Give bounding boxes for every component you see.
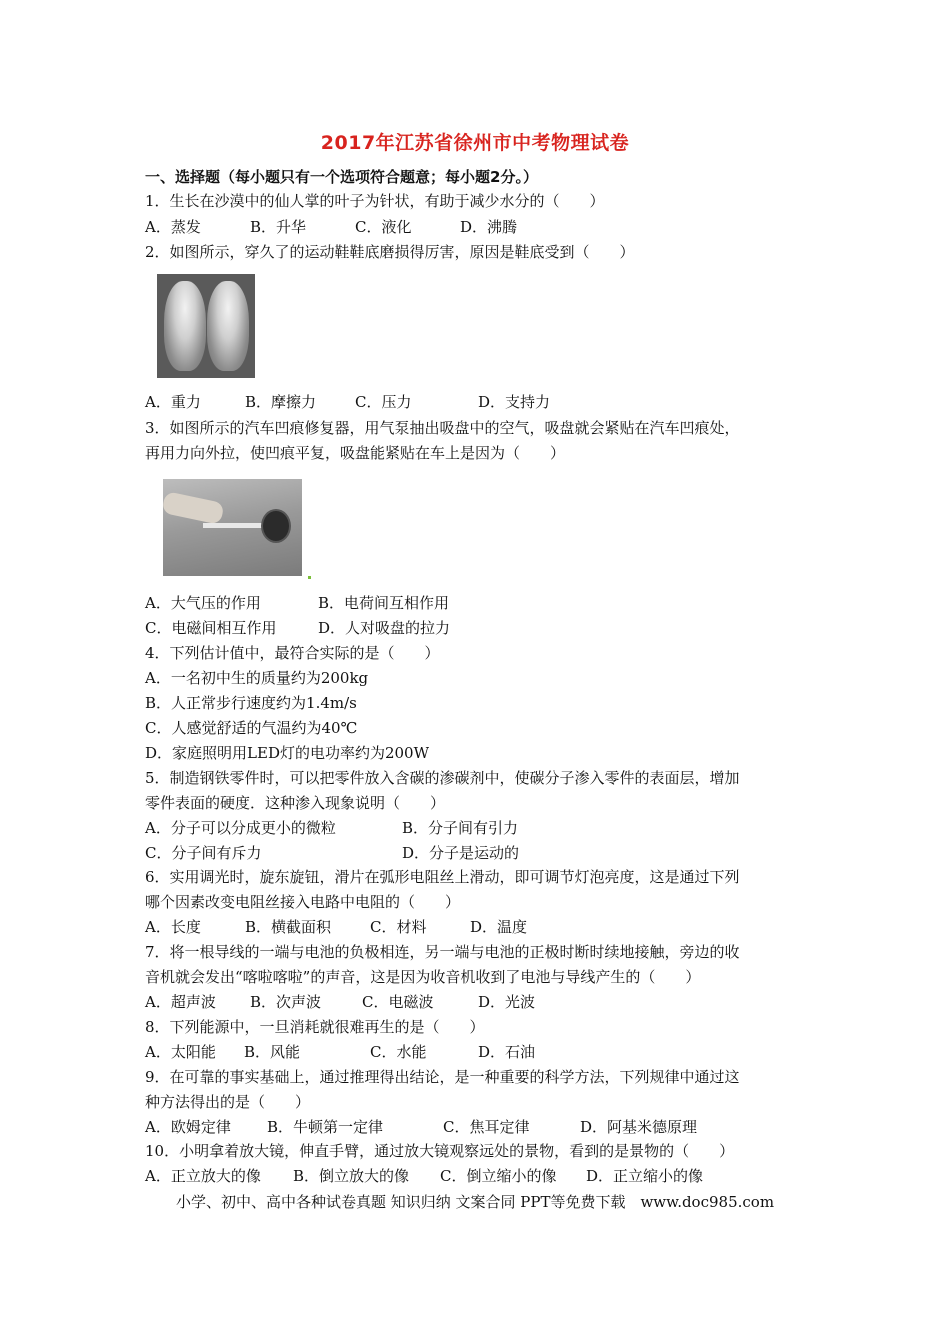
footer-watermark: 小学、初中、高中各种试卷真题 知识归纳 文案合同 PPT等免费下载 www.doc985.com: [175, 1193, 775, 1211]
page-title: 2017年江苏省徐州市中考物理试卷: [320, 132, 630, 154]
q7-option-b: B．次声波: [250, 993, 322, 1011]
worn-shoe-soles-image: [157, 274, 255, 378]
question-5-stem-line2: 零件表面的硬度．这种渗入现象说明（ ）: [145, 794, 446, 812]
q2-option-b: B．摩擦力: [245, 393, 317, 411]
q10-option-b: B．倒立放大的像: [293, 1167, 410, 1185]
q4-option-b: B．人正常步行速度约为1.4m/s: [145, 694, 357, 712]
question-9-stem-line2: 种方法得出的是（ ）: [145, 1093, 311, 1111]
question-10-stem: 10．小明拿着放大镜，伸直手臂，通过放大镜观察远处的景物，看到的是景物的（ ）: [145, 1142, 735, 1160]
q7-option-c: C．电磁波: [362, 993, 434, 1011]
q3-option-a: A．大气压的作用: [145, 594, 261, 612]
section-heading: 一、选择题（每小题只有一个选项符合题意；每小题2分。）: [145, 168, 538, 186]
q1-option-b: B．升华: [250, 218, 307, 236]
q2-option-d: D．支持力: [478, 393, 551, 411]
q8-option-c: C．水能: [370, 1043, 427, 1061]
question-5-stem-line1: 5．制造钢铁零件时，可以把零件放入含碳的渗碳剂中，使碳分子渗入零件的表面层，增加: [145, 769, 740, 787]
q9-option-b: B．牛顿第一定律: [267, 1118, 384, 1136]
q5-option-c: C．分子间有斥力: [145, 844, 262, 862]
q6-option-c: C．材料: [370, 918, 427, 936]
q7-option-d: D．光波: [478, 993, 536, 1011]
q3-option-c: C．电磁间相互作用: [145, 619, 277, 637]
q10-option-a: A．正立放大的像: [145, 1167, 261, 1185]
q4-option-c: C．人感觉舒适的气温约为40℃: [145, 719, 358, 737]
q2-option-c: C．压力: [355, 393, 412, 411]
question-3-stem-line1: 3．如图所示的汽车凹痕修复器，用气泵抽出吸盘中的空气，吸盘就会紧贴在汽车凹痕处，: [145, 419, 740, 437]
q1-option-c: C．液化: [355, 218, 412, 236]
q4-option-d: D．家庭照明用LED灯的电功率约为200W: [145, 744, 430, 762]
q5-option-a: A．分子可以分成更小的微粒: [145, 819, 336, 837]
q8-option-a: A．太阳能: [145, 1043, 216, 1061]
q6-option-d: D．温度: [470, 918, 528, 936]
q3-option-d: D．人对吸盘的拉力: [318, 619, 451, 637]
q8-option-d: D．石油: [478, 1043, 536, 1061]
question-3-stem-line2: 再用力向外拉，使凹痕平复，吸盘能紧贴在车上是因为（ ）: [145, 444, 566, 462]
q5-option-d: D．分子是运动的: [402, 844, 520, 862]
q8-option-b: B．风能: [244, 1043, 301, 1061]
q9-option-d: D．阿基米德原理: [580, 1118, 698, 1136]
q5-option-b: B．分子间有引力: [402, 819, 519, 837]
q4-option-a: A．一名初中生的质量约为200kg: [145, 669, 369, 687]
question-1-stem: 1．生长在沙漠中的仙人掌的叶子为针状，有助于减少水分的（ ）: [145, 192, 605, 210]
question-4-stem: 4．下列估计值中，最符合实际的是（ ）: [145, 644, 440, 662]
q9-option-c: C．焦耳定律: [443, 1118, 530, 1136]
q6-option-a: A．长度: [145, 918, 201, 936]
question-7-stem-line1: 7．将一根导线的一端与电池的负极相连，另一端与电池的正极时断时续地接触，旁边的收: [145, 943, 740, 961]
q6-option-b: B．横截面积: [245, 918, 332, 936]
q10-option-c: C．倒立缩小的像: [440, 1167, 557, 1185]
question-6-stem-line1: 6．实用调光时，旋东旋钮，滑片在弧形电阻丝上滑动，即可调节灯泡亮度，这是通过下列: [145, 868, 740, 886]
decorative-dot: [308, 576, 311, 579]
q1-option-a: A．蒸发: [145, 218, 201, 236]
question-7-stem-line2: 音机就会发出“喀啦喀啦”的声音，这是因为收音机收到了电池与导线产生的（ ）: [145, 968, 701, 986]
q1-option-d: D．沸腾: [460, 218, 518, 236]
q9-option-a: A．欧姆定律: [145, 1118, 231, 1136]
q2-option-a: A．重力: [145, 393, 201, 411]
q10-option-d: D．正立缩小的像: [586, 1167, 704, 1185]
q3-option-b: B．电荷间互相作用: [318, 594, 450, 612]
question-6-stem-line2: 哪个因素改变电阻丝接入电路中电阻的（ ）: [145, 893, 461, 911]
question-9-stem-line1: 9．在可靠的事实基础上，通过推理得出结论，是一种重要的科学方法，下列规律中通过这: [145, 1068, 740, 1086]
question-2-stem: 2．如图所示，穿久了的运动鞋鞋底磨损得厉害，原因是鞋底受到（ ）: [145, 243, 635, 261]
q7-option-a: A．超声波: [145, 993, 216, 1011]
dent-repair-suction-image: [163, 479, 302, 576]
question-8-stem: 8．下列能源中，一旦消耗就很难再生的是（ ）: [145, 1018, 485, 1036]
